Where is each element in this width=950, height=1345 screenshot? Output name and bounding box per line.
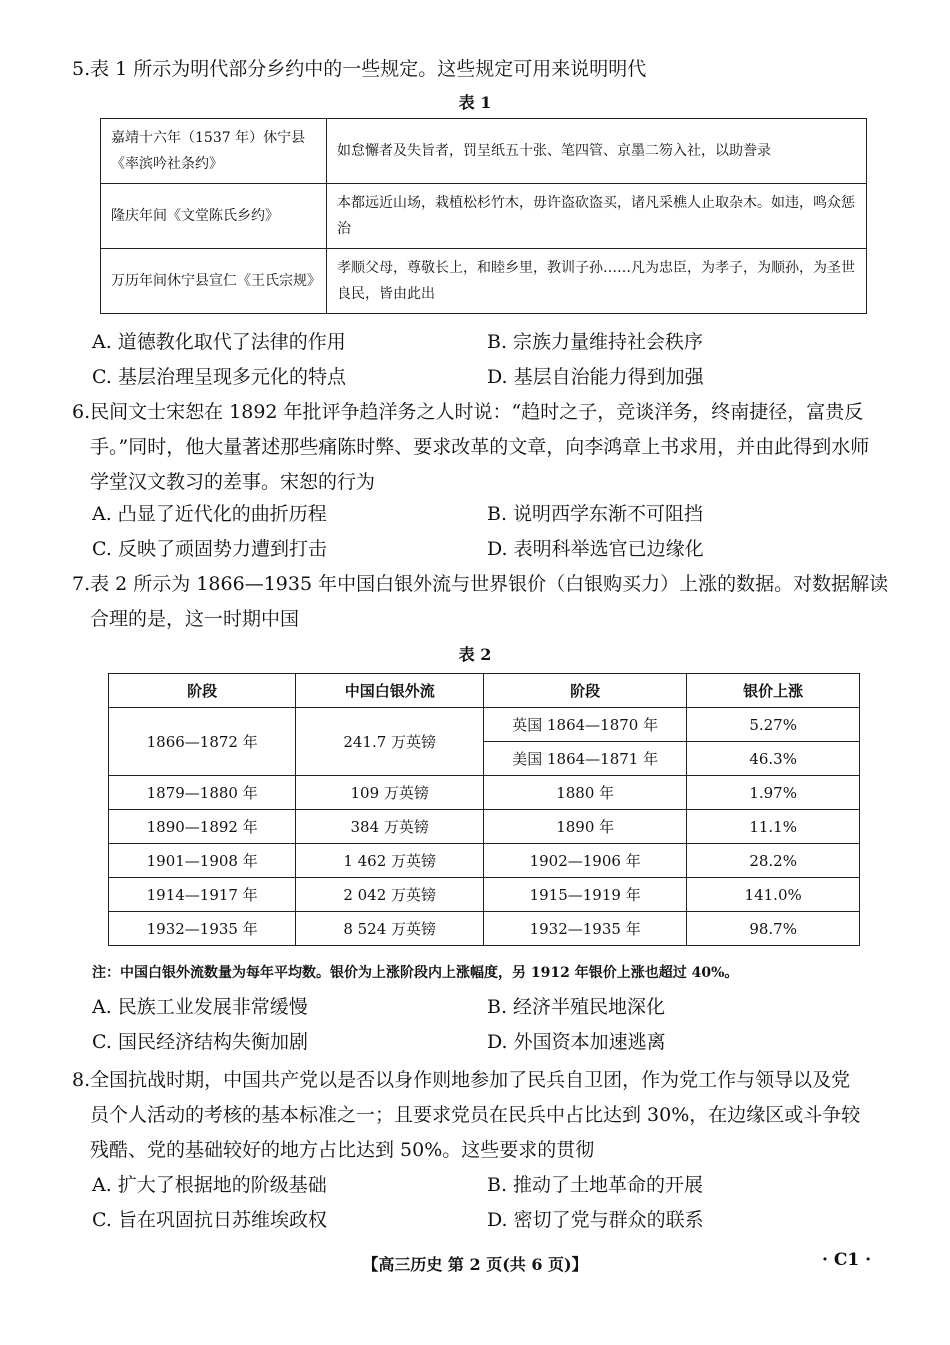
table-row: [101, 119, 867, 184]
page-footer: 【高三历史 第 2 页(共 6 页)】: [362, 1255, 588, 1274]
outflow-cell: 241.7 万英镑: [296, 708, 484, 776]
option-d[interactable]: D. 基层自治能力得到加强: [487, 366, 704, 388]
table-1-source: 万历年间休宁县宣仁《王氏宗规》: [101, 249, 327, 314]
rise-cell: 141.0%: [687, 878, 860, 912]
option-b[interactable]: B. 推动了土地革命的开展: [487, 1174, 704, 1196]
question-5-options: [92, 325, 882, 395]
question-6: [72, 395, 884, 500]
table-row: [109, 810, 860, 844]
column-header: 阶段: [109, 674, 296, 708]
option-a[interactable]: A. 道德教化取代了法律的作用: [92, 331, 346, 353]
option-d[interactable]: D. 外国资本加速逃离: [487, 1031, 666, 1053]
period2-cell: 英国 1864—1870 年: [484, 708, 687, 742]
column-header: 阶段: [484, 674, 687, 708]
table-2-caption: 表 2: [458, 645, 492, 664]
table-row: [109, 708, 860, 742]
option-c[interactable]: C. 国民经济结构失衡加剧: [92, 1031, 308, 1053]
outflow-cell: 1 462 万英镑: [296, 844, 484, 878]
period2-cell: 1880 年: [484, 776, 687, 810]
table-row: [109, 878, 860, 912]
period2-cell: 1915—1919 年: [484, 878, 687, 912]
question-6-line: 手。”同时，他大量著述那些痛陈时弊、要求改革的文章，向李鸿章上书求用，并由此得到水师: [90, 436, 870, 458]
option-c[interactable]: C. 基层治理呈现多元化的特点: [92, 366, 346, 388]
table-1-rule: 本都远近山场，栽植松杉竹木，毋许盗砍盗买，诸凡采樵人止取杂木。如违，鸣众惩治: [327, 184, 867, 249]
question-8-line: 8.全国抗战时期，中国共产党以是否以身作则地参加了民兵自卫团，作为党工作与领导以及党: [72, 1069, 851, 1091]
option-b[interactable]: B. 说明西学东渐不可阻挡: [487, 503, 704, 525]
table-1-caption: 表 1: [458, 93, 492, 112]
rise-cell: 98.7%: [687, 912, 860, 946]
question-6-options: [92, 497, 882, 567]
table-row: [101, 249, 867, 314]
question-5: [72, 52, 884, 87]
period-cell: 1901—1908 年: [109, 844, 296, 878]
period2-cell: 美国 1864—1871 年: [484, 742, 687, 776]
question-7-line: 7.表 2 所示为 1866—1935 年中国白银外流与世界银价（白银购买力）上涨的数据。对数据解读: [72, 573, 889, 595]
table-2: [108, 673, 860, 946]
question-8-options: [92, 1168, 882, 1238]
rise-cell: 46.3%: [687, 742, 860, 776]
question-5-stem: 5.表 1 所示为明代部分乡约中的一些规定。这些规定可用来说明明代: [72, 58, 647, 80]
table-row: [109, 844, 860, 878]
option-b[interactable]: B. 经济半殖民地深化: [487, 996, 666, 1018]
period2-cell: 1890 年: [484, 810, 687, 844]
table-row: [109, 776, 860, 810]
option-a[interactable]: A. 民族工业发展非常缓慢: [92, 996, 308, 1018]
table-row: [109, 912, 860, 946]
period-cell: 1932—1935 年: [109, 912, 296, 946]
option-d[interactable]: D. 表明科举选官已边缘化: [487, 538, 704, 560]
option-a[interactable]: A. 扩大了根据地的阶级基础: [92, 1174, 327, 1196]
period-cell: 1914—1917 年: [109, 878, 296, 912]
period2-cell: 1932—1935 年: [484, 912, 687, 946]
option-c[interactable]: C. 旨在巩固抗日苏维埃政权: [92, 1209, 327, 1231]
table-row: [101, 184, 867, 249]
table-2-note: 注：中国白银外流数量为每年平均数。银价为上涨阶段内上涨幅度，另 1912 年银价上涨也超过 40%。: [92, 965, 739, 981]
question-8-line: 残酷、党的基础较好的地方占比达到 50%。这些要求的贯彻: [90, 1139, 595, 1161]
table-1-rule: 孝顺父母，尊敬长上，和睦乡里，教训子孙……凡为忠臣，为孝子，为顺孙，为圣世良民，皆由此出: [327, 249, 867, 314]
question-8-line: 员个人活动的考核的基本标准之一；且要求党员在民兵中占比达到 30%，在边缘区或斗争较: [90, 1104, 861, 1126]
question-7: [72, 567, 889, 637]
table-1: [100, 118, 867, 314]
rise-cell: 11.1%: [687, 810, 860, 844]
outflow-cell: 109 万英镑: [296, 776, 484, 810]
period-cell: 1879—1880 年: [109, 776, 296, 810]
period-cell: 1890—1892 年: [109, 810, 296, 844]
rise-cell: 28.2%: [687, 844, 860, 878]
table-1-rule: 如怠懈者及失旨者，罚呈纸五十张、笔四管、京墨二笏入社，以助誊录: [327, 119, 867, 184]
outflow-cell: 2 042 万英镑: [296, 878, 484, 912]
table-1-source: 嘉靖十六年（1537 年）休宁县《率滨吟社条约》: [101, 119, 327, 184]
column-header: 中国白银外流: [296, 674, 484, 708]
outflow-cell: 8 524 万英镑: [296, 912, 484, 946]
question-7-line: 合理的是，这一时期中国: [90, 608, 300, 630]
question-8: [72, 1063, 884, 1168]
page-code: · C1 ·: [822, 1250, 872, 1270]
question-6-line: 6.民间文士宋恕在 1892 年批评争趋洋务之人时说：“趋时之子，竞谈洋务，终南捷径，富贵反: [72, 401, 864, 423]
option-b[interactable]: B. 宗族力量维持社会秩序: [487, 331, 704, 353]
question-7-options: [92, 990, 882, 1060]
table-1-source: 隆庆年间《文堂陈氏乡约》: [101, 184, 327, 249]
rise-cell: 1.97%: [687, 776, 860, 810]
outflow-cell: 384 万英镑: [296, 810, 484, 844]
rise-cell: 5.27%: [687, 708, 860, 742]
table-header-row: [109, 674, 860, 708]
option-c[interactable]: C. 反映了顽固势力遭到打击: [92, 538, 327, 560]
option-a[interactable]: A. 凸显了近代化的曲折历程: [92, 503, 327, 525]
column-header: 银价上涨: [687, 674, 860, 708]
period-cell: 1866—1872 年: [109, 708, 296, 776]
question-6-line: 学堂汉文教习的差事。宋恕的行为: [90, 471, 376, 493]
period2-cell: 1902—1906 年: [484, 844, 687, 878]
option-d[interactable]: D. 密切了党与群众的联系: [487, 1209, 704, 1231]
